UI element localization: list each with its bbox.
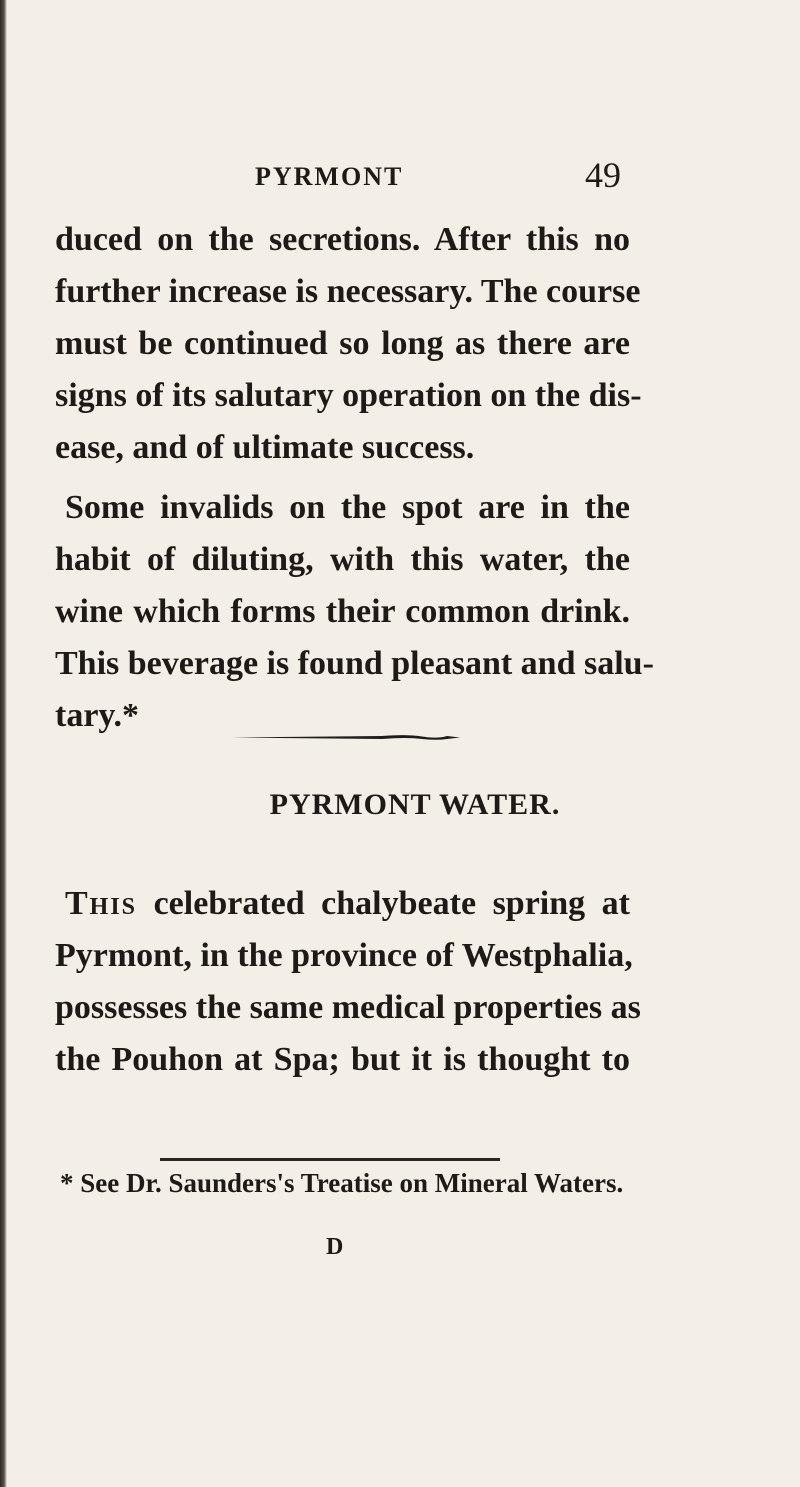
running-head: PYRMONT — [255, 162, 404, 191]
paragraph-3 — [55, 878, 641, 1086]
text-line: signs of its salutary operation on the dis- — [55, 377, 642, 414]
text-line: This beverage is found pleasant and salu- — [55, 645, 654, 682]
text-line: wine which forms their common drink. — [55, 593, 630, 630]
footnote: * See Dr. Saunders's Treatise on Mineral Waters. — [60, 1168, 624, 1198]
text-line: the Pouhon at Spa; but it is thought to — [55, 1041, 630, 1078]
section-heading: PYRMONT WATER. — [269, 788, 561, 821]
text-line: further increase is necessary. The course — [55, 273, 641, 310]
text-line: duced on the secretions. After this no — [55, 221, 630, 258]
section-line-rest: celebrated chalybeate spring at — [153, 885, 631, 922]
page-header — [0, 155, 800, 200]
text-line: ease, and of ultimate success. — [55, 429, 475, 466]
paragraph-2 — [55, 482, 654, 742]
text-line: habit of diluting, with this water, the — [55, 541, 630, 578]
text-line: must be continued so long as there are — [55, 325, 630, 362]
signature-mark: D — [326, 1234, 344, 1260]
section-first-word: This — [65, 885, 138, 922]
footnote-rule — [160, 1158, 500, 1161]
text-line: Pyrmont, in the province of Westphalia, — [55, 937, 633, 974]
text-line: Some invalids on the spot are in the — [65, 489, 630, 526]
text-line: tary.* — [55, 697, 140, 734]
paragraph-1 — [55, 214, 642, 474]
ornamental-rule — [232, 734, 460, 741]
text-line — [55, 878, 630, 930]
text-line: possesses the same medical properties as — [55, 989, 641, 1026]
page-number: 49 — [585, 155, 621, 195]
